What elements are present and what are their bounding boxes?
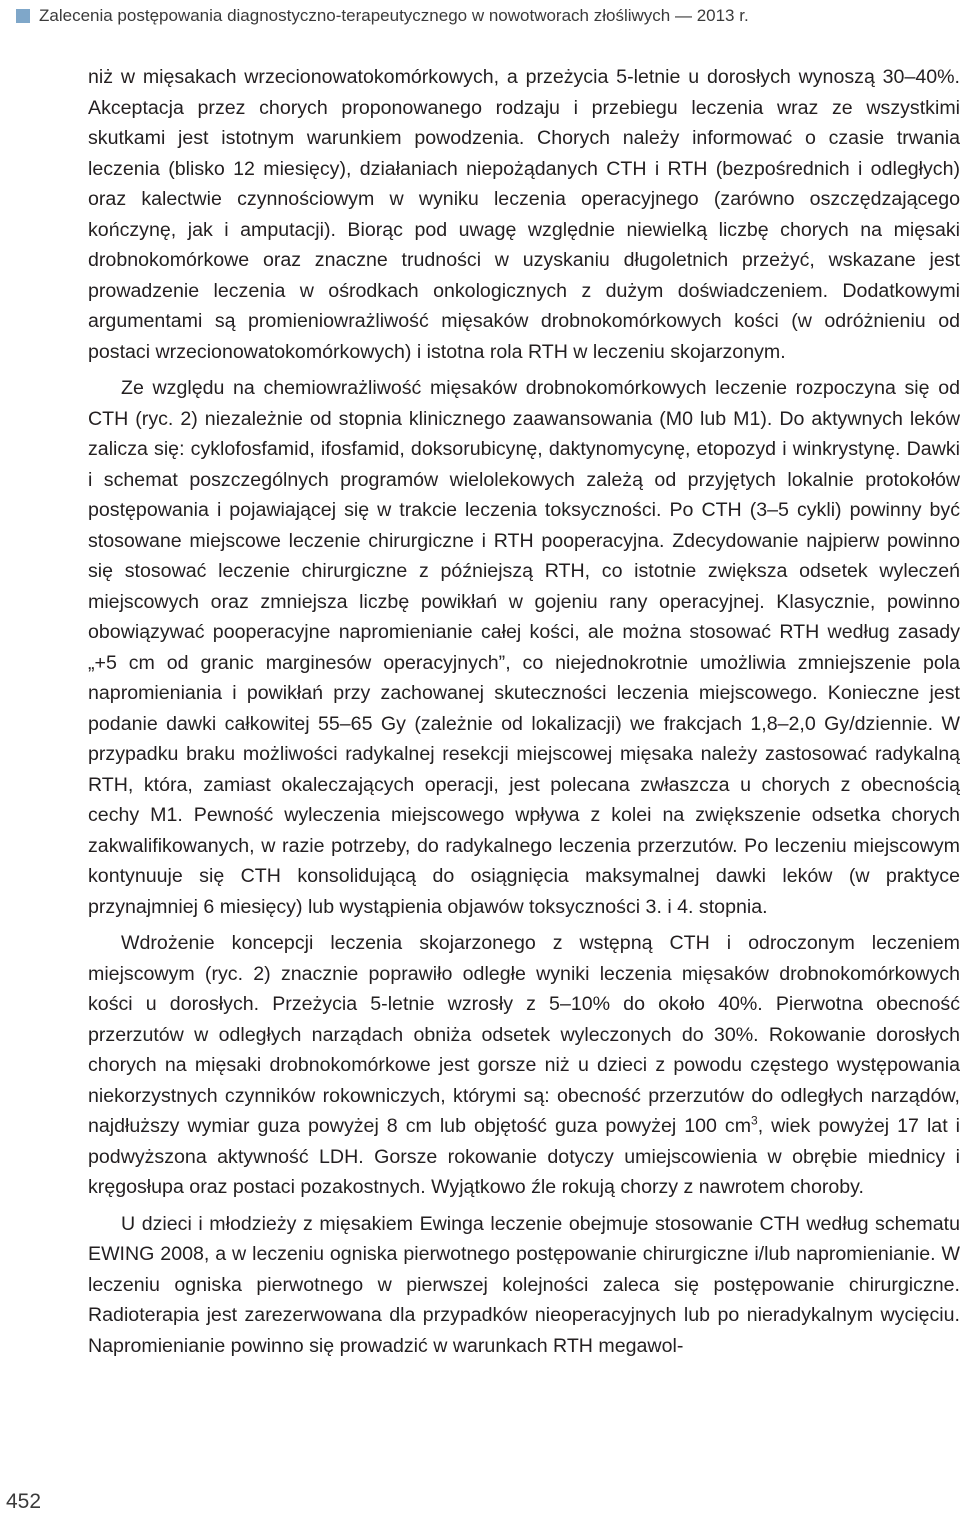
paragraph-3-text-a: Wdrożenie koncepcji leczenia skojarzonego z wstępną CTH i odroczonym leczeniem miejscowym (ryc. 2) znacznie poprawiło odległe wyniki leczenia mięsaków drobnokomórkowych kości u dorosłych. Przeżycia 5-letnie wzrosły z 5–10% do około 40%. Pierwotna obecność przerzutów w odległych narządach obniża odsetek wyleczonych do 30%. Rokowanie dorosłych chorych na mięsaki drobnokomórkowe jest gorsze niż u dzieci z powodu częstego występowania niekorzystnych czynników rokowniczych, którymi są: obecność przerzutów do odległych narządów, najdłuższy wymiar guza powyżej 8 cm lub objętość guza powyżej 100 cm	[88, 932, 960, 1137]
paragraph-2: Ze względu na chemiowrażliwość mięsaków drobnokomórkowych leczenie rozpoczyna się od CTH (ryc. 2) niezależnie od stopnia klinicznego zaawansowania (M0 lub M1). Do aktywnych leków zalicza się: cyklofosfamid, ifosfamid, doksorubicynę, daktynomycynę, etopozyd i winkrystynę. Dawki i schemat poszczególnych programów wielolekowych zależą od przyjętych lokalnie protokołów postępowania i pojawiającej się w trakcie leczenia toksyczności. Po CTH (3–5 cykli) powinny być stosowane miejscowe leczenie chirurgiczne i RTH pooperacyjna. Zdecydowanie najpierw powinno się stosować leczenie chirurgiczne z późniejszą RTH, co istotnie zwiększa odsetek wyleczeń miejscowych oraz zmniejsza liczbę powikłań w gojeniu rany operacyjnej. Klasycznie, powinno obowiązywać pooperacyjne napromienianie całej kości, ale można stosować RTH według zasady „+5 cm od granic marginesów operacyjnych”, co niejednokrotnie umożliwia zmniejszenie pola napromieniania i powikłań przy zachowanej skuteczności leczenia miejscowego. Konieczne jest podanie dawki całkowitej 55–65 Gy (zależnie od lokalizacji) we frakcjach 1,8–2,0 Gy/dziennie. W przypadku braku możliwości radykalnej resekcji miejscowej mięsaka należy zastosować radykalną RTH, która, zamiast okaleczających operacji, jest polecana zwłaszcza u chorych z obecnością cechy M1. Pewność wyleczenia miejscowego wpływa z kolei na zwiększenie odsetka chorych zakwalifikowanych, w razie potrzeby, do radykalnego leczenia przerzutów. Po leczeniu miejscowym kontynuuje się CTH konsolidującą do osiągnięcia maksymalnej dawki leków (w praktyce przynajmniej 6 miesięcy) lub wystąpienia objawów toksyczności 3. i 4. stopnia.	[88, 377, 960, 918]
page-number: 452	[6, 1490, 42, 1513]
paragraph-4: U dzieci i młodzieży z mięsakiem Ewinga leczenie obejmuje stosowanie CTH według schematu EWING 2008, a w leczeniu ogniska pierwotnego postępowanie chirurgiczne i/lub napromienianie. W leczeniu ogniska pierwotnego w pierwszej kolejności zaleca się postępowanie chirurgiczne. Radioterapia jest zarezerwowana dla przypadków nieoperacyjnych lub po nieradykalnym wycięciu. Napromienianie powinno się prowadzić w warunkach RTH megawol-	[88, 1212, 960, 1357]
running-header	[16, 6, 749, 26]
paragraph-3-text-b: , wiek powyżej 17 lat i podwyższona aktywność LDH. Gorsze rokowanie dotyczy umiejscowienia w obrębie miednicy i kręgosłupa oraz postaci pozakostnych. Wyjątkowo źle rokują chorzy z nawrotem choroby.	[88, 1115, 960, 1198]
running-header-title: Zalecenia postępowania diagnostyczno-terapeutycznego w nowotworach złośliwych — 2013 r.	[39, 6, 749, 25]
paragraph-3	[88, 928, 960, 1203]
paragraph-1: niż w mięsakach wrzecionowatokomórkowych, a przeżycia 5-letnie u dorosłych wynoszą 30–40%. Akceptacja przez chorych proponowanego rodzaju i przebiegu leczenia wraz ze wszystkimi skutkami jest istotnym warunkiem powodzenia. Chorych należy informować o czasie trwania leczenia (blisko 12 miesięcy), działaniach niepożądanych CTH i RTH (bezpośrednich i odległych) oraz kalectwie czynnościowym w wyniku leczenia operacyjnego (zarówno oszczędzającego kończynę, jak i amputacji). Biorąc pod uwagę względnie niewielką liczbę chorych na mięsaki drobnokomórkowe oraz znaczne trudności w uzyskaniu długoletnich przeżyć, wskazane jest prowadzenie leczenia w ośrodkach onkologicznych z dużym doświadczeniem. Dodatkowymi argumentami są promieniowrażliwość mięsaków drobnokomórkowych kości (w odróżnieniu od postaci wrzecionowatokomórkowych) i istotna rola RTH w leczeniu skojarzonym.	[88, 66, 960, 363]
header-marker-square	[16, 9, 30, 23]
superscript-cubic: 3	[751, 1113, 758, 1128]
body-text	[88, 62, 960, 1367]
